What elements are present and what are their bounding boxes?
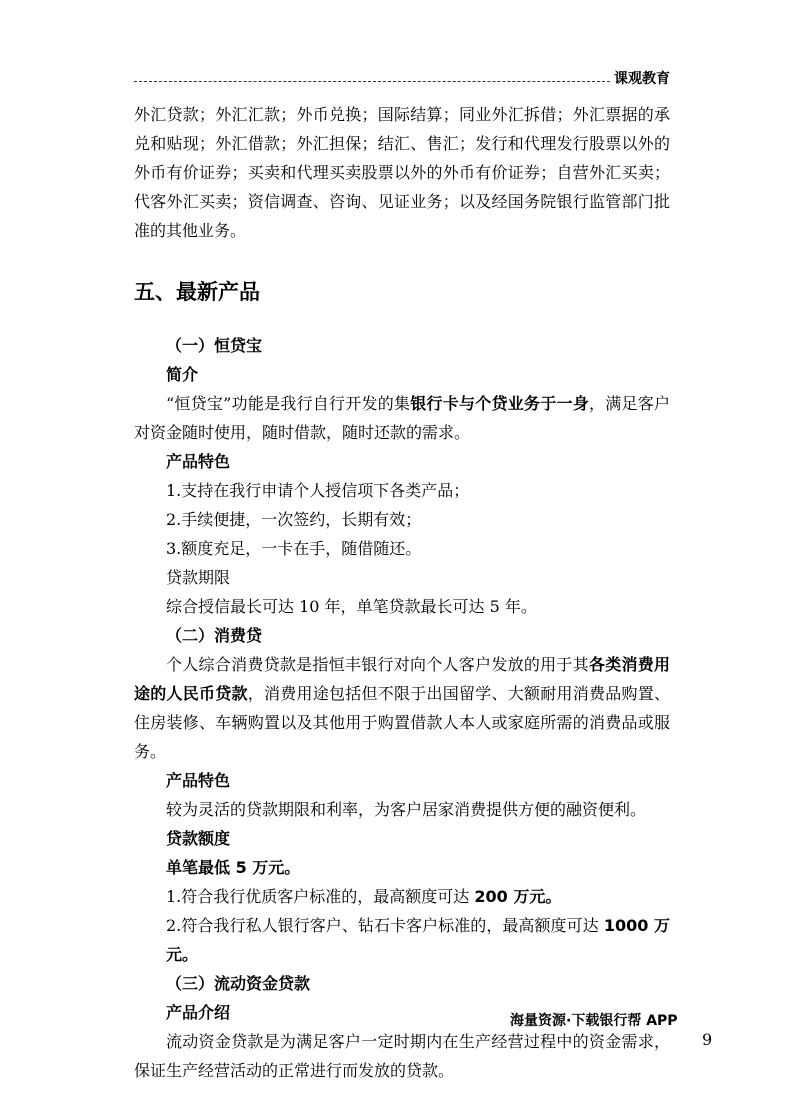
product-3-title: （三）流动资金贷款 [166,974,311,993]
amount-item-text: 1.符合我行优质客户标准的，最高额度可达 [166,887,475,906]
page-number: 9 [702,1030,713,1049]
product-1-term-label: 贷款期限 [166,568,231,587]
product-1-term-text: 综合授信最长可达 10 年，单笔贷款最长可达 5 年。 [166,597,537,616]
header-brand: 课观教育 [614,71,670,87]
product-2-desc-pre: 个人综合消费贷款是指恒丰银行对向个人客户发放的用于其 [166,655,589,674]
product-1-feature-item: 2.手续便捷，一次签约，长期有效； [166,510,422,529]
footer-brand: 海量资源·下载银行帮 APP [510,1013,678,1029]
page-content [134,100,670,1085]
section-title: 五、最新产品 [134,280,260,304]
amount-item-text: 2.符合我行私人银行客户、钻石卡客户标准的，最高额度可达 [166,916,604,935]
product-2-features-text: 较为灵活的贷款期限和利率，为客户居家消费提供方便的融资便利。 [166,800,647,819]
product-1-title: （一）恒贷宝 [166,336,263,355]
product-1-intro-bold: 银行卡与个贷业务于一身 [410,394,589,413]
product-2-amount-item [134,882,670,911]
product-3-intro-label: 产品介绍 [166,1003,231,1022]
product-2-title: （二）消费贷 [166,626,263,645]
product-3-intro-text: 流动资金贷款是为满足客户一定时期内在生产经营过程中的资金需求，保证生产经营活动的正常进行而发放的贷款。 [134,1032,670,1080]
product-1-feature-item: 1.支持在我行申请个人授信项下各类产品； [166,481,470,500]
product-2-amount-item [134,911,670,969]
product-1-intro-text [134,389,670,447]
amount-item-value: 200 万元。 [474,887,562,906]
product-1-intro-pre: “恒贷宝”功能是我行自行开发的集 [166,394,411,413]
header-dashed-rule [134,81,610,82]
product-1-intro-label: 简介 [166,365,199,384]
intro-paragraph: 外汇贷款；外汇汇款；外币兑换；国际结算；同业外汇拆借；外汇票据的承兑和贴现；外汇借款；外汇担保；结汇、售汇；发行和代理发行股票以外的外币有价证券；买卖和代理买卖股票以外的外币有价证券；自营外汇买卖；代客外汇买卖；资信调查、咨询、见证业务；以及经国务院银行监管部门批准的其他业务。 [134,105,670,240]
page-header [134,66,670,88]
amount-item-value: 1000 万元。 [166,916,670,964]
product-2-amount-min: 单笔最低 5 万元。 [166,858,301,877]
product-2-description [134,650,670,766]
product-1-features-label: 产品特色 [166,452,231,471]
product-1-intro-post: ，满足客户对资金随时使用，随时借款，随时还款的需求。 [134,394,670,442]
product-2-features-label: 产品特色 [166,771,231,790]
product-1-feature-item: 3.额度充足，一卡在手，随借随还。 [166,539,422,558]
product-2-desc-post: ，消费用途包括但不限于出国留学、大额耐用消费品购置、住房装修、车辆购置以及其他用于购置借款人本人或家庭所需的消费品或服务。 [134,684,670,761]
product-2-amount-label: 贷款额度 [166,829,231,848]
product-2-desc-bold: 各类消费用途的人民币贷款 [134,655,670,703]
